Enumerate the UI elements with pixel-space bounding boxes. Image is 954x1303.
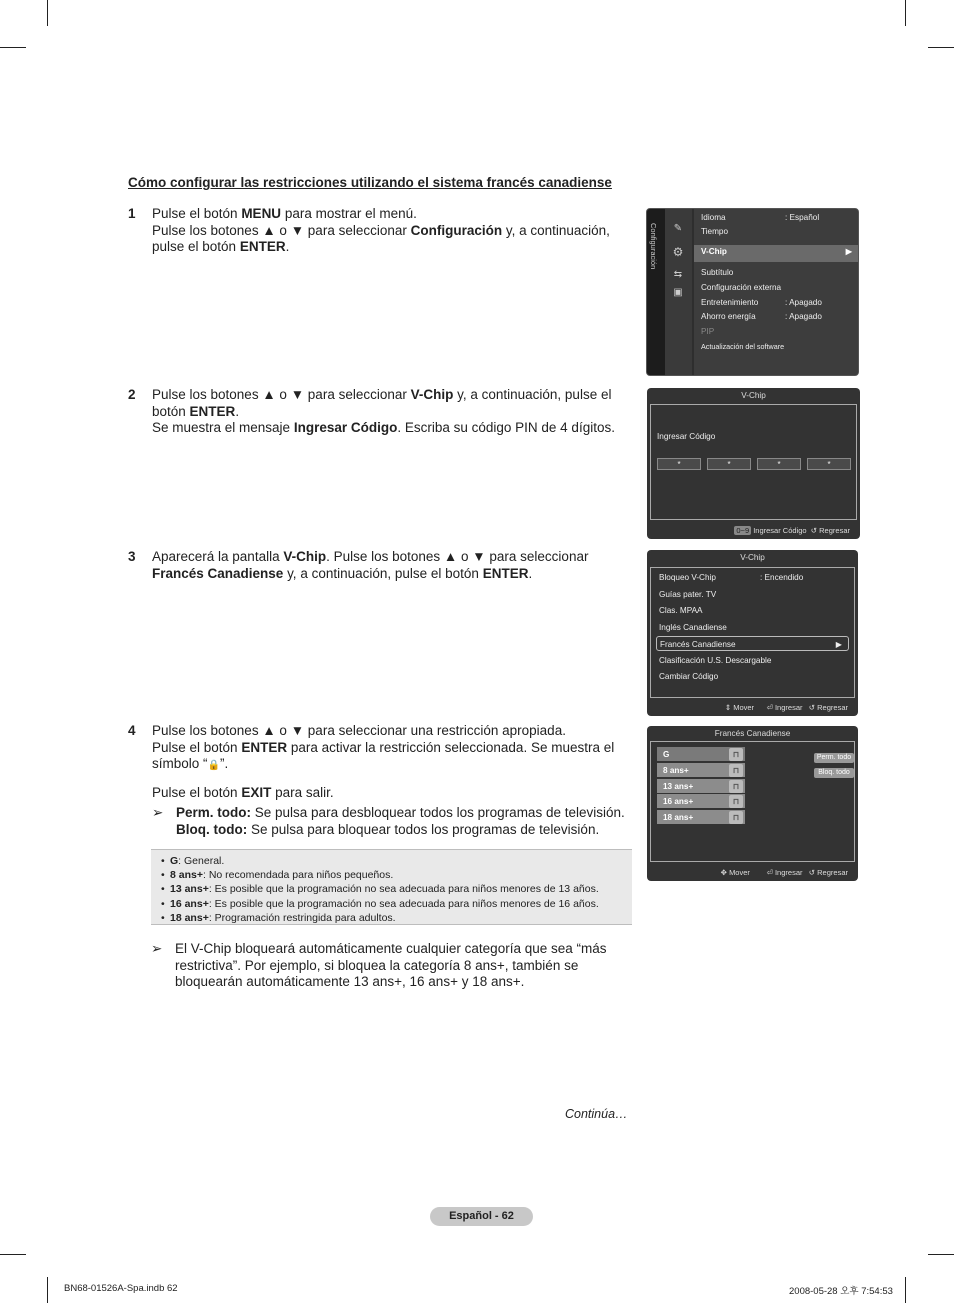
menu-item[interactable]: V-Chip ▶ [694,245,858,262]
pin-panel [650,404,857,520]
menu-item[interactable]: Subtítulo [701,268,734,277]
hint-bar: ⇕ Mover ⏎ Ingresar ↺ Regresar [724,703,848,712]
menu-side-bar [647,209,665,375]
tv-frances-canadiense-screen [647,726,858,881]
application-icon[interactable]: ▣ [673,287,683,298]
input-icon[interactable]: ⇆ [673,269,683,280]
crop-mark [905,0,906,26]
pin-digit-field[interactable]: * [757,458,801,470]
return-icon: ↺ [810,526,818,535]
tv-vchip-menu [647,550,858,716]
allow-all-button[interactable]: Perm. todo [814,753,854,763]
move-icon: ⇕ [724,703,732,712]
menu-list [694,209,858,375]
rating-row[interactable]: 8 ans+ ⊓ [657,763,745,778]
menu-item[interactable]: Tiempo [701,227,728,236]
step-4: 4 Pulse los botones ▲ o ▼ para seleccionar una restricción apropiada. Pulse el botón ENTER para activar la restricción seleccionada. Se muestra el símbolo “🔒”. Pulse el botón EXIT para salir. ➢ Perm. todo: Se pulsa para desbloquear todos los programas de televisión. Bloq. todo: Se pulsa para bloquear todos los programas de televisión. [128,723,628,839]
crop-mark [47,0,48,26]
rating-info-item: • 16 ans+: Es posible que la programación no sea adecuada para niños menores de 16 años. [161,897,632,911]
final-note: ➢ El V-Chip bloqueará automáticamente cualquier categoría que sea “más restrictiva”. Por ejemplo, si bloquea la categoría 8 ans+, también se bloquearán automáticamente 13 ans+, 16 ans+ y 18 ans+. [151,941,607,990]
vchip-menu-item[interactable]: Clasificación U.S. Descargable [659,655,772,665]
vchip-menu-item[interactable]: Clas. MPAA [659,606,703,615]
move-icon: ✥ [720,868,727,877]
footer-file: BN68-01526A-Spa.indb 62 [64,1283,178,1294]
hint-bar: ✥ Mover ⏎ Ingresar ↺ Regresar [720,868,848,877]
vchip-menu-list [650,567,855,698]
hint-bar: 0~9 Ingresar Código ↺ Regresar [736,526,850,535]
rating-info-item: • G: General. [161,854,632,868]
pin-prompt: Ingresar Código [657,432,716,441]
menu-item[interactable]: Actualización del software [701,342,785,351]
page-number-badge: Español - 62 [430,1207,533,1226]
rating-row[interactable]: 13 ans+ ⊓ [657,779,745,794]
pin-digit-field[interactable]: * [657,458,701,470]
tv-vchip-pin-screen [647,388,860,539]
crop-mark [0,1254,26,1255]
screen-title: V-Chip [741,391,766,400]
pin-digit-field[interactable]: * [707,458,751,470]
step-3: 3 Aparecerá la pantalla V-Chip. Pulse los botones ▲ o ▼ para seleccionar Francés Canadiense y, a continuación, pulse el botón ENTER. [128,549,589,581]
step-1: 1 Pulse el botón MENU para mostrar el menú. Pulse los botones ▲ o ▼ para seleccionar Configuración y, a continuación, pulse el botón ENTER. [128,206,610,255]
tv-menu-configuracion [646,208,859,376]
side-label: Configuración [649,223,658,270]
rating-row[interactable]: 16 ans+ ⊓ [657,794,745,809]
lock-icon[interactable]: ⊓ [729,780,743,793]
lock-icon[interactable]: ⊓ [729,795,743,808]
crop-mark [905,1277,906,1303]
menu-icon-column [665,209,692,375]
ratings-panel [650,741,855,862]
menu-item[interactable]: PIP [701,327,715,336]
return-icon: ↺ [808,868,816,877]
rating-row[interactable]: G ⊓ [657,747,745,762]
rating-info-item: • 18 ans+: Programación restringida para adultos. [161,911,632,925]
vchip-menu-item[interactable]: Francés Canadiense ▶ [656,636,849,651]
block-all-button[interactable]: Bloq. todo [814,768,854,778]
rating-info-list [161,854,632,925]
pin-digit-field[interactable]: * [807,458,851,470]
step-number: 2 [128,387,136,402]
arrow-icon: ➢ [152,805,164,821]
vchip-menu-item[interactable]: Guías pater. TV [659,589,717,599]
return-icon: ↺ [808,703,816,712]
screen-title: V-Chip [740,553,765,562]
rating-info-box [151,849,632,925]
step-number: 1 [128,206,136,221]
vchip-menu-item[interactable]: Bloqueo V-Chip : Encendido [659,573,804,582]
vchip-menu-item[interactable]: Cambiar Código [659,672,719,681]
menu-item[interactable]: Configuración externa [701,283,782,292]
crop-mark [928,47,954,48]
section-title: Cómo configurar las restricciones utilizando el sistema francés canadiense [128,175,612,190]
enter-icon: ⏎ [766,703,773,712]
rating-info-item: • 8 ans+: No recomendada para niños pequeños. [161,868,632,882]
step-2: 2 Pulse los botones ▲ o ▼ para seleccionar V-Chip y, a continuación, pulse el botón ENTER. Se muestra el mensaje Ingresar Código. Escriba su código PIN de 4 dígitos. [128,387,615,436]
rating-info-item: • 13 ans+: Es posible que la programación no sea adecuada para niños menores de 13 años. [161,882,632,896]
step-number: 3 [128,549,136,564]
crop-mark [928,1254,954,1255]
crop-mark [47,1277,48,1303]
menu-item[interactable]: Entretenimiento : Apagado [701,298,822,307]
menu-item[interactable]: Ahorro energía : Apagado [701,312,822,321]
note: ➢ Perm. todo: Se pulsa para desbloquear todos los programas de televisión. Bloq. todo: Se pulsa para bloquear todos los programas de televisión. [152,805,625,837]
menu-item[interactable]: Idioma : Español [701,213,820,222]
crop-mark [0,47,26,48]
step-number: 4 [128,723,136,738]
lock-icon[interactable]: ⊓ [729,811,743,824]
picture-icon[interactable]: ✎ [673,223,683,234]
enter-icon: ⏎ [766,868,773,877]
vchip-menu-item[interactable]: Inglés Canadiense [659,622,727,632]
rating-row[interactable]: 18 ans+ ⊓ [657,810,745,825]
screen-title: Francés Canadiense [714,729,791,738]
arrow-icon: ➢ [151,941,163,956]
gear-icon[interactable]: ⚙ [672,245,684,259]
number-key-badge: 0~9 [736,526,750,535]
lock-icon: 🔒 [207,760,220,772]
lock-icon[interactable]: ⊓ [729,748,743,761]
footer-timestamp: 2008-05-28 오후 7:54:53 [789,1286,893,1297]
continued-label: Continúa… [565,1107,628,1121]
lock-icon[interactable]: ⊓ [729,764,743,777]
